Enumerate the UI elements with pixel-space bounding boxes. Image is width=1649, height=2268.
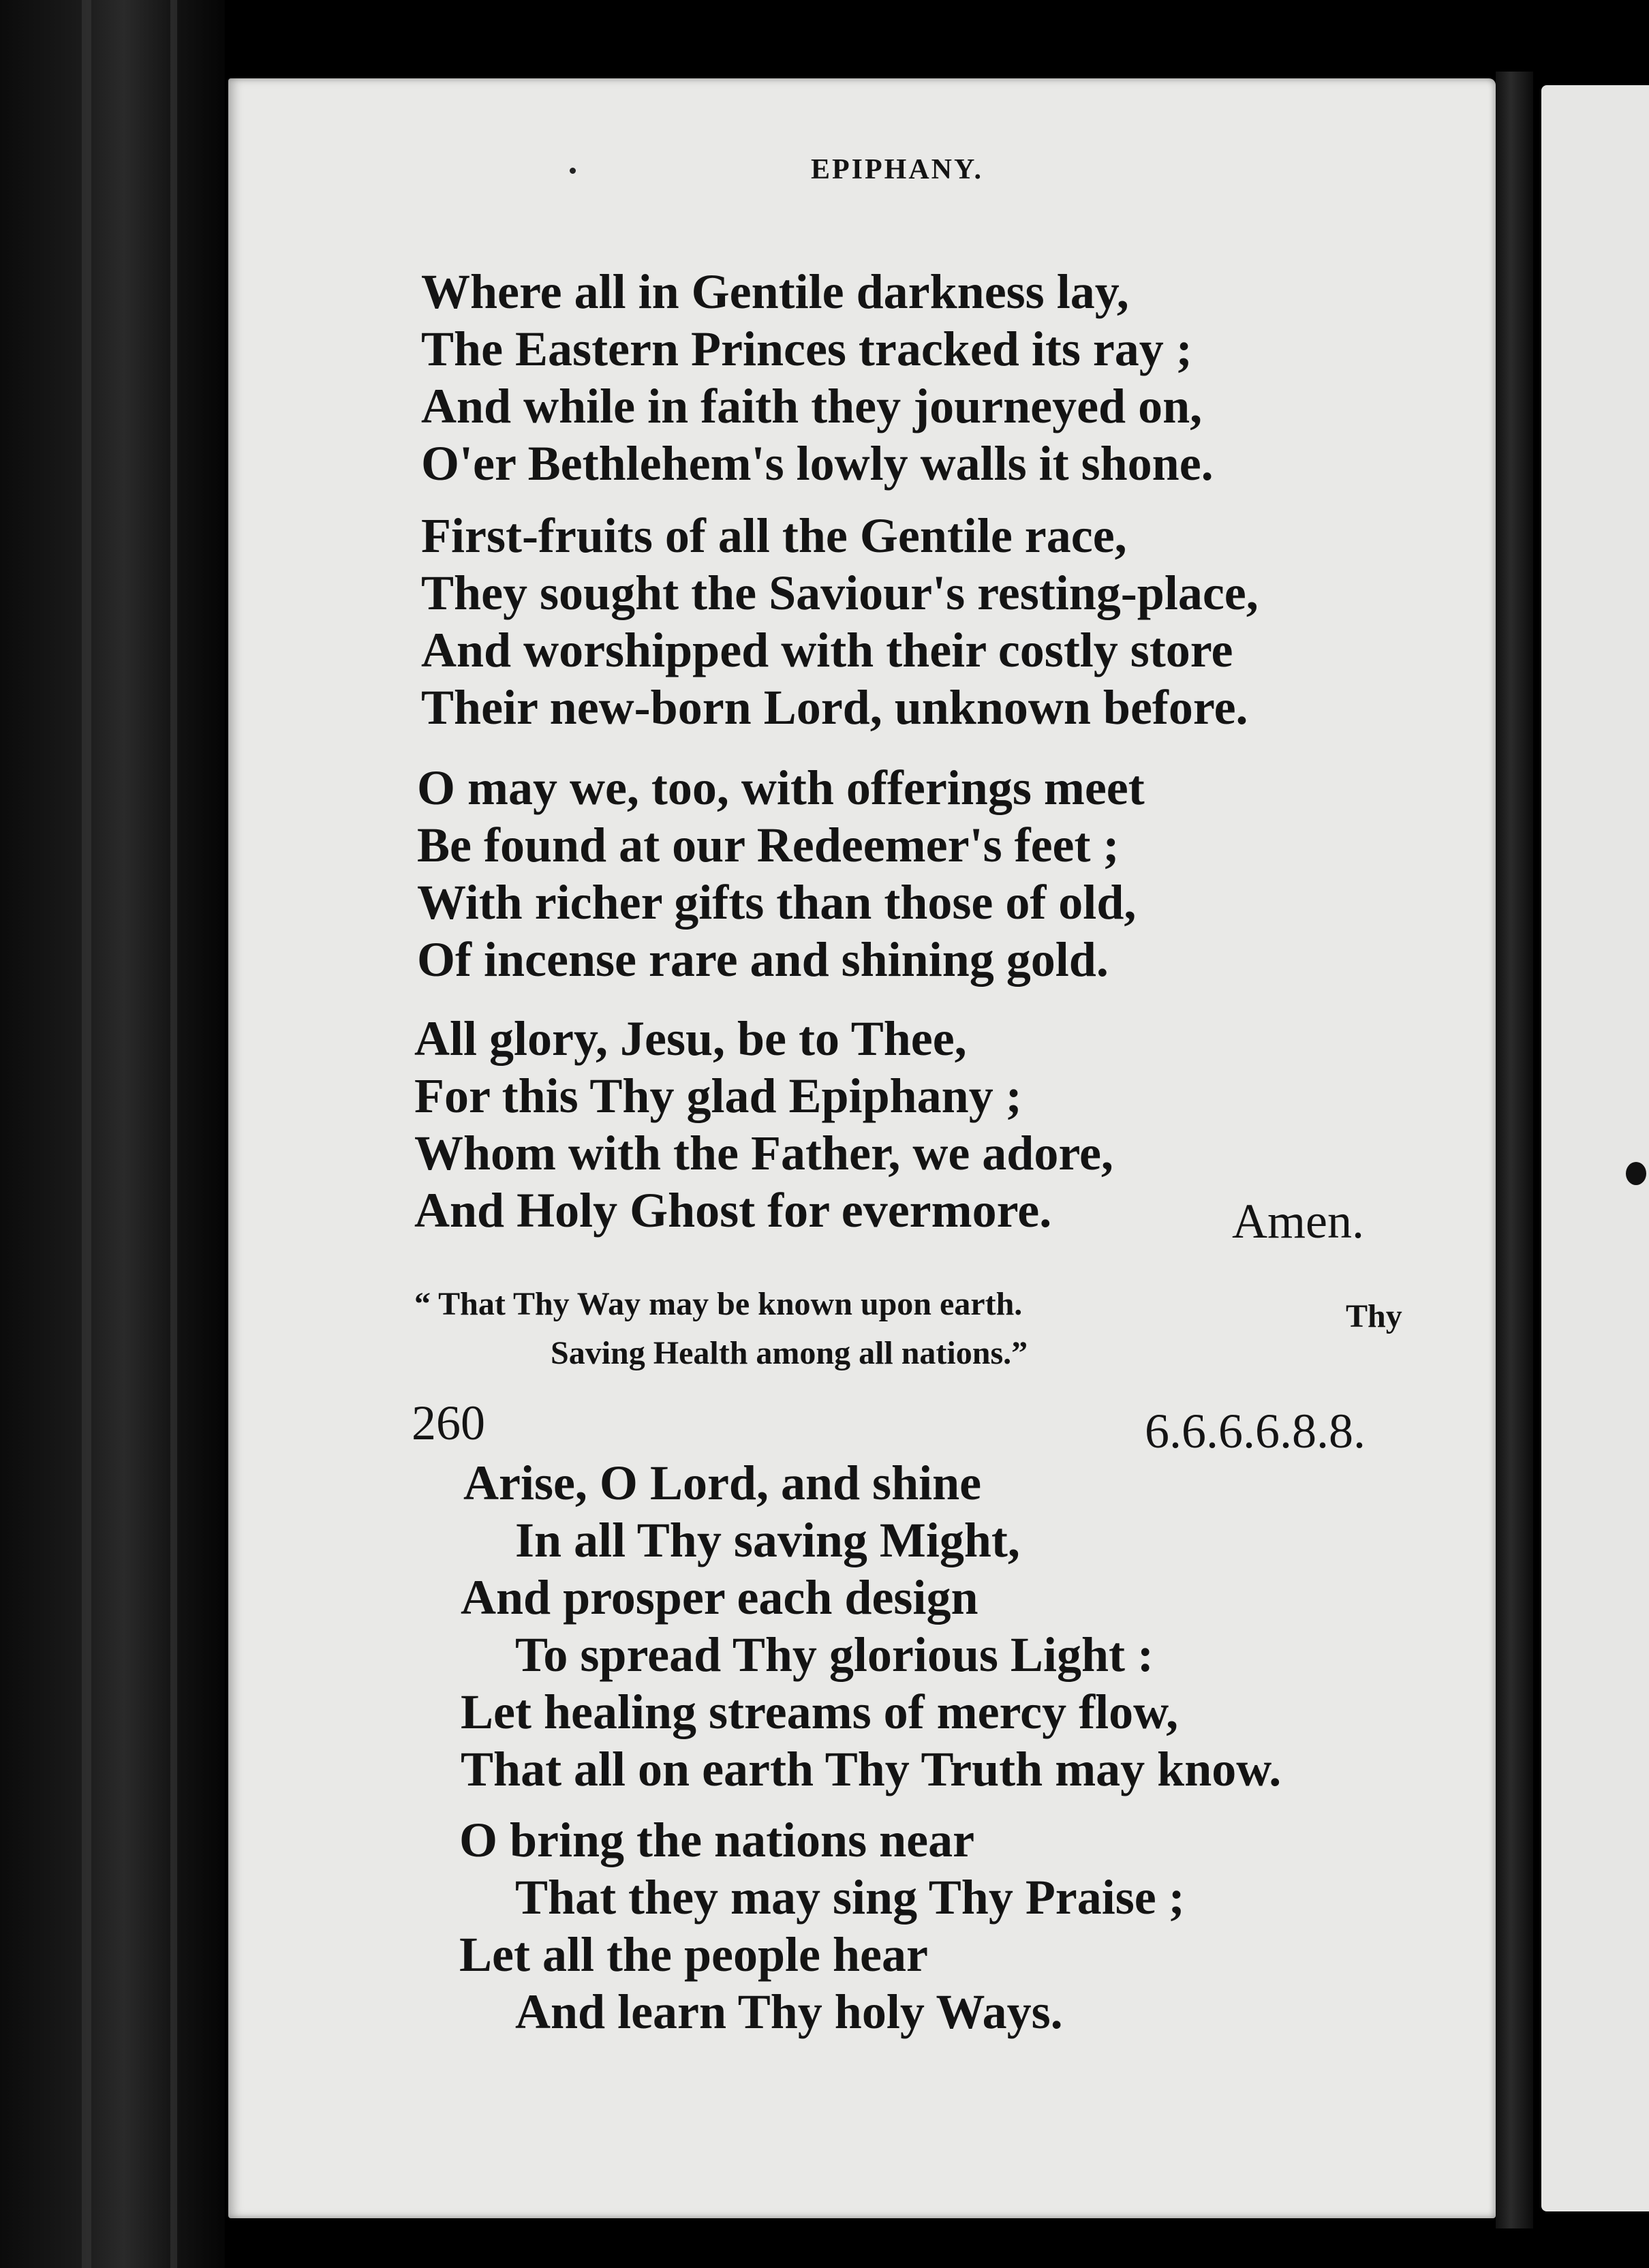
- verse-line: And while in faith they journeyed on,: [421, 379, 1203, 433]
- verse-line: For this Thy glad Epiphany ;: [414, 1069, 1022, 1123]
- verse-line: O'er Bethlehem's lowly walls it shone.: [421, 436, 1214, 491]
- verse-line: Where all in Gentile darkness lay,: [421, 264, 1129, 319]
- page-header: EPIPHANY.: [811, 154, 983, 185]
- verse-line: First-fruits of all the Gentile race,: [421, 508, 1127, 563]
- hymn-number: 260: [412, 1396, 485, 1450]
- spine-crease: [170, 0, 177, 2268]
- verse-line: Let healing streams of mercy flow,: [461, 1685, 1179, 1739]
- epigraph-line: “ That Thy Way may be known upon earth.: [414, 1286, 1023, 1322]
- verse-line: Their new-born Lord, unknown before.: [421, 680, 1248, 735]
- book-spine: [0, 0, 225, 2268]
- verse-line: In all Thy saving Might,: [515, 1513, 1020, 1567]
- verse-line: And learn Thy holy Ways.: [515, 1984, 1063, 2039]
- verse-line: All glory, Jesu, be to Thee,: [414, 1011, 967, 1066]
- verse-line: With richer gifts than those of old,: [417, 875, 1137, 930]
- verse-line: That they may sing Thy Praise ;: [515, 1870, 1185, 1925]
- hymn-meter: 6.6.6.6.8.8.: [1145, 1404, 1366, 1458]
- verse-line: The Eastern Princes tracked its ray ;: [421, 322, 1192, 376]
- verse-line: To spread Thy glorious Light :: [515, 1627, 1154, 1682]
- spine-crease: [82, 0, 91, 2268]
- header-dot: [570, 168, 576, 174]
- verse-line: Whom with the Father, we adore,: [414, 1126, 1113, 1180]
- verse-line: Of incense rare and shining gold.: [417, 932, 1109, 987]
- verse-line: And worshipped with their costly store: [421, 623, 1233, 677]
- facing-page-ink-mark: [1626, 1162, 1646, 1185]
- epigraph-line: Saving Health among all nations.”: [551, 1335, 1028, 1371]
- page-gutter: [1496, 72, 1533, 2228]
- verse-line: And prosper each design: [461, 1570, 978, 1625]
- epigraph-line-end: Thy: [1346, 1298, 1402, 1334]
- amen: Amen.: [1232, 1194, 1364, 1248]
- verse-line: That all on earth Thy Truth may know.: [461, 1742, 1282, 1796]
- verse-line: O may we, too, with offerings meet: [417, 761, 1145, 815]
- verse-line: And Holy Ghost for evermore.: [414, 1183, 1052, 1238]
- verse-line: Be found at our Redeemer's feet ;: [417, 818, 1120, 872]
- facing-page-edge: [1541, 85, 1649, 2211]
- verse-line: O bring the nations near: [459, 1813, 975, 1867]
- verse-line: They sought the Saviour's resting-place,: [421, 566, 1259, 620]
- verse-line: Arise, O Lord, and shine: [463, 1456, 982, 1510]
- verse-line: Let all the people hear: [459, 1927, 928, 1982]
